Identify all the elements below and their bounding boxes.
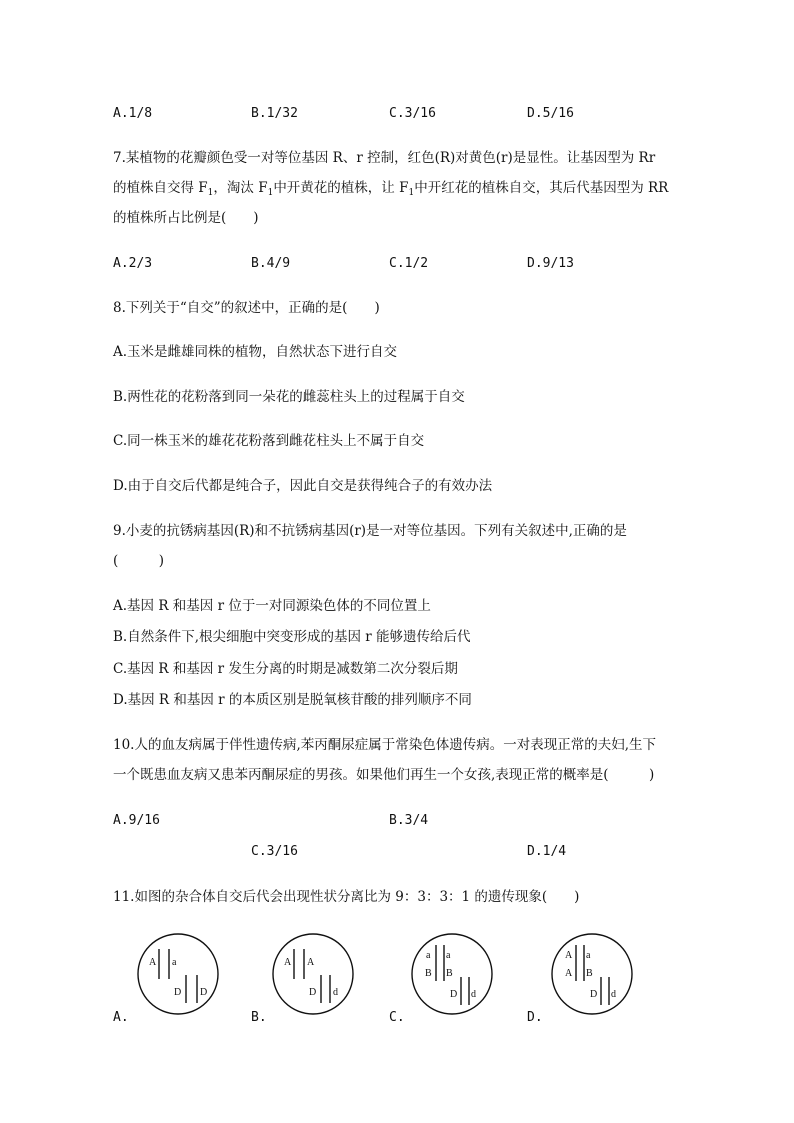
- q7-line-2-d: 中开红花的植株自交，其后代基因型为 RR: [414, 180, 669, 196]
- allele-label: B: [446, 968, 453, 979]
- cell-diagram-c: [409, 931, 495, 1017]
- q6-option-a: A.1/8: [113, 106, 153, 121]
- q10-line-1: 10.人的血友病属于伴性遗传病,苯丙酮尿症属于常染色体遗传病。一对表现正常的夫妇,生下: [113, 737, 657, 753]
- allele-label: d: [333, 987, 338, 998]
- allele-label: D: [450, 989, 458, 1000]
- allele-label: D: [590, 989, 598, 1000]
- allele-label: A: [149, 957, 157, 968]
- q8-option-a: A.玉米是雌雄同株的植物，自然状态下进行自交: [113, 344, 398, 360]
- q7-option-d: D.9/13: [527, 256, 574, 271]
- q10-line-2: 一个既患血友病又患苯丙酮尿症的男孩。如果他们再生一个女孩,表现正常的概率是( ): [113, 767, 655, 783]
- allele-label: d: [611, 989, 616, 1000]
- q7-line-2-b: ，淘汰 F: [213, 180, 268, 196]
- q7-sub-2: 1: [267, 188, 274, 198]
- allele-label: D: [309, 987, 317, 998]
- allele-label: a: [446, 950, 451, 961]
- cell-outline: [273, 934, 353, 1014]
- q11-figure-b-letter: B.: [251, 1010, 267, 1025]
- q9-option-c: C.基因 R 和基因 r 发生分离的时期是减数第二次分裂后期: [113, 661, 458, 677]
- q11-figure-d-letter: D.: [527, 1010, 543, 1025]
- q11-figure-c-letter: C.: [389, 1010, 405, 1025]
- q10-option-c: C.3/16: [251, 844, 298, 859]
- cell-diagram-a: [135, 931, 221, 1017]
- allele-label: D: [174, 987, 182, 998]
- q9-option-b: B.自然条件下,根尖细胞中突变形成的基因 r 能够遗传给后代: [113, 629, 471, 645]
- q7-sub-1: 1: [207, 188, 214, 198]
- q9-option-d: D.基因 R 和基因 r 的本质区别是脱氧核苷酸的排列顺序不同: [113, 692, 472, 708]
- q11-figure-b: [270, 931, 356, 1021]
- allele-label: a: [586, 950, 591, 961]
- cell-outline: [138, 934, 218, 1014]
- q6-option-c: C.3/16: [389, 106, 436, 121]
- q6-option-d: D.5/16: [527, 106, 574, 121]
- q7-line-2-c: 中开黄花的植株，让 F: [273, 180, 409, 196]
- allele-label: a: [172, 957, 177, 968]
- q11-figure-a: [135, 931, 221, 1021]
- q8-option-b: B.两性花的花粉落到同一朵花的雌蕊柱头上的过程属于自交: [113, 389, 465, 405]
- allele-label: A: [565, 968, 573, 979]
- q8-option-c: C.同一株玉米的雄花花粉落到雌花柱头上不属于自交: [113, 433, 425, 449]
- q11-figure-c: [409, 931, 495, 1021]
- q11-figure-d: [549, 931, 635, 1021]
- allele-label: A: [565, 950, 573, 961]
- allele-label: B: [586, 968, 593, 979]
- q7-line-1: 7.某植物的花瓣颜色受一对等位基因 R、r 控制，红色(R)对黄色(r)是显性。让基因型为 Rr: [113, 150, 656, 166]
- q7-line-2: [113, 178, 668, 203]
- allele-label: a: [426, 950, 431, 961]
- q7-option-b: B.4/9: [251, 256, 291, 271]
- q7-option-c: C.1/2: [389, 256, 429, 271]
- q6-option-b: B.1/32: [251, 106, 298, 121]
- cell-diagram-d: [549, 931, 635, 1017]
- q9-stem: 9.小麦的抗锈病基因(R)和不抗锈病基因(r)是一对等位基因。下列有关叙述中,正确的是: [113, 523, 627, 539]
- allele-label: d: [471, 989, 476, 1000]
- allele-label: A: [307, 957, 315, 968]
- q7-line-3: 的植株所占比例是( ): [113, 210, 259, 226]
- cell-diagram-b: [270, 931, 356, 1017]
- q7-sub-3: 1: [408, 188, 415, 198]
- q10-option-b: B.3/4: [389, 813, 429, 828]
- q7-line-2-a: 的植株自交得 F: [113, 180, 208, 196]
- q7-option-a: A.2/3: [113, 256, 153, 271]
- q9-bracket: ( ): [113, 553, 165, 569]
- q11-stem: 11.如图的杂合体自交后代会出现性状分离比为 9：3：3：1 的遗传现象( ): [113, 889, 580, 905]
- q10-option-d: D.1/4: [527, 844, 567, 859]
- allele-label: A: [284, 957, 292, 968]
- q8-option-d: D.由于自交后代都是纯合子，因此自交是获得纯合子的有效办法: [113, 478, 493, 494]
- q9-option-a: A.基因 R 和基因 r 位于一对同源染色体的不同位置上: [113, 598, 431, 614]
- q11-figure-a-letter: A.: [113, 1010, 129, 1025]
- allele-label: D: [200, 987, 208, 998]
- allele-label: B: [425, 968, 432, 979]
- q10-option-a: A.9/16: [113, 813, 160, 828]
- q8-stem: 8.下列关于“自交”的叙述中，正确的是( ): [113, 300, 380, 316]
